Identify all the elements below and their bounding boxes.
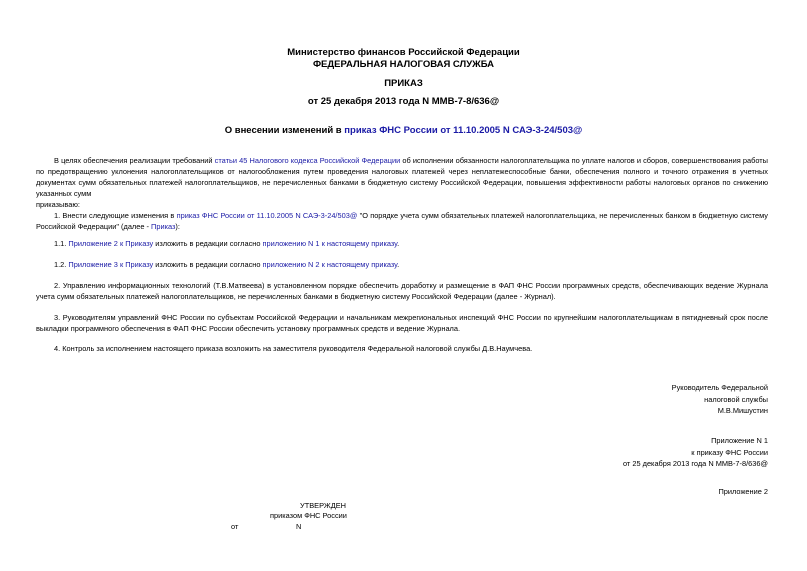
item-1-1-text-2: изложить в редакции согласно: [153, 239, 263, 248]
title-prefix: О внесении изменений в: [224, 125, 345, 136]
approved-label: УТВЕРЖДЕН: [300, 501, 347, 510]
item-2-text: 2. Управлению информационных технологий (Т.В.Матвеева) в установленном порядке обеспечить доработку и размещение в ФАП ФНС России программных средств, обеспечивающих ведение Журнала учета сумм обязательных платежей налогоплательщиков, не перечисленных банками в бюджетную систему Российской Федерации (далее - Журнал).: [36, 281, 768, 301]
item-1-1: [36, 238, 768, 249]
item-1-1-attachment-link[interactable]: приложению N 1 к настоящему приказу: [262, 239, 398, 248]
item-1-1-text-1: 1.1.: [54, 239, 69, 248]
intro-paragraph: [36, 155, 768, 199]
intro-text-2: об исполнении обязанности налогоплательщика по уплате налогов и сборов, совершенствования работы по предотвращению уклонения налогоплательщиков от налогообложения путем проведения налоговых платежей через неплатежеспособные банки, обеспечения полного и точного отражения в учетных документах сумм обязательных платежей налогоплательщиков, не перечисленных банками в бюджетную систему Российской Федерации, повышения эффективности работы налоговых органов по снижению указанных сумм: [36, 156, 768, 198]
item-1-2-appendix-link[interactable]: Приложение 3 к Приказу: [68, 260, 154, 269]
item-4-text: 4. Контроль за исполнением настоящего приказа возложить на заместителя руководителя Федеральной налоговой службы Д.В.Наумчева.: [54, 344, 533, 353]
item-1-2-text-3: .: [397, 260, 400, 269]
appendix-1-order: к приказу ФНС России: [691, 447, 768, 457]
item-1-1-appendix-link[interactable]: Приложение 2 к Приказу: [68, 239, 154, 248]
item-1-2-text-2: изложить в редакции согласно: [153, 260, 263, 269]
approved-by: приказом ФНС России: [270, 511, 347, 520]
item-1-1-text-3: .: [397, 239, 400, 248]
item-1-text-2: "О порядке учета сумм обязательных платежей налогоплательщика, не перечисленных банком в бюджетную систему Российской Федерации" (далее -: [36, 211, 768, 231]
appendix-1-block: [623, 435, 768, 470]
item-4: [36, 343, 768, 354]
appendix-1-title: Приложение N 1: [711, 436, 768, 445]
signature-position: Руководитель Федеральной: [671, 383, 768, 392]
doc-title: [0, 125, 807, 136]
signature-block: [672, 382, 768, 417]
appendix-1-date: от 25 декабря 2013 года N ММВ-7-8/636@: [622, 459, 768, 468]
item-1-text-3: ):: [175, 222, 180, 231]
item-1-2-attachment-link[interactable]: приложению N 2 к настоящему приказу: [262, 260, 398, 269]
title-order-link[interactable]: приказ ФНС России от 11.10.2005 N САЭ-3-24/503@: [344, 125, 583, 136]
approved-from: от: [231, 522, 239, 531]
item-1-order-link[interactable]: приказ ФНС России от 11.10.2005 N САЭ-3-24/503@: [176, 211, 358, 220]
signature-service: налоговой службы: [704, 394, 768, 404]
signature-name: М.В.Мишустин: [717, 406, 768, 415]
item-1: [36, 210, 768, 232]
item-1-prikaz-link[interactable]: Приказ: [151, 222, 176, 231]
item-1-2-text-1: 1.2.: [54, 260, 69, 269]
item-3-text: 3. Руководителям управлений ФНС России по субъектам Российской Федерации и начальникам межрегиональных инспекций ФНС России по крупнейшим налогоплательщикам в пятидневный срок после выкладки программного обеспечения в ФАП ФНС России обеспечить установку программных средств и ведение Журнала.: [36, 313, 768, 333]
doc-type: ПРИКАЗ: [384, 78, 423, 89]
item-2: [36, 280, 768, 302]
ministry-name: Министерство финансов Российской Федерации: [287, 47, 520, 58]
item-1-text-1: 1. Внести следующие изменения в: [54, 211, 177, 220]
service-name: ФЕДЕРАЛЬНАЯ НАЛОГОВАЯ СЛУЖБА: [312, 59, 495, 70]
appendix-2-title: Приложение 2: [718, 487, 768, 496]
item-1-2: [36, 259, 768, 270]
item-3: [36, 312, 768, 334]
order-word: приказываю:: [36, 200, 80, 209]
intro-text-1: В целях обеспечения реализации требований: [54, 156, 215, 165]
tax-code-link[interactable]: статьи 45 Налогового кодекса Российской Федерации: [214, 156, 401, 165]
doc-date: от 25 декабря 2013 года N ММВ-7-8/636@: [307, 96, 500, 107]
approved-number: N: [296, 522, 302, 531]
